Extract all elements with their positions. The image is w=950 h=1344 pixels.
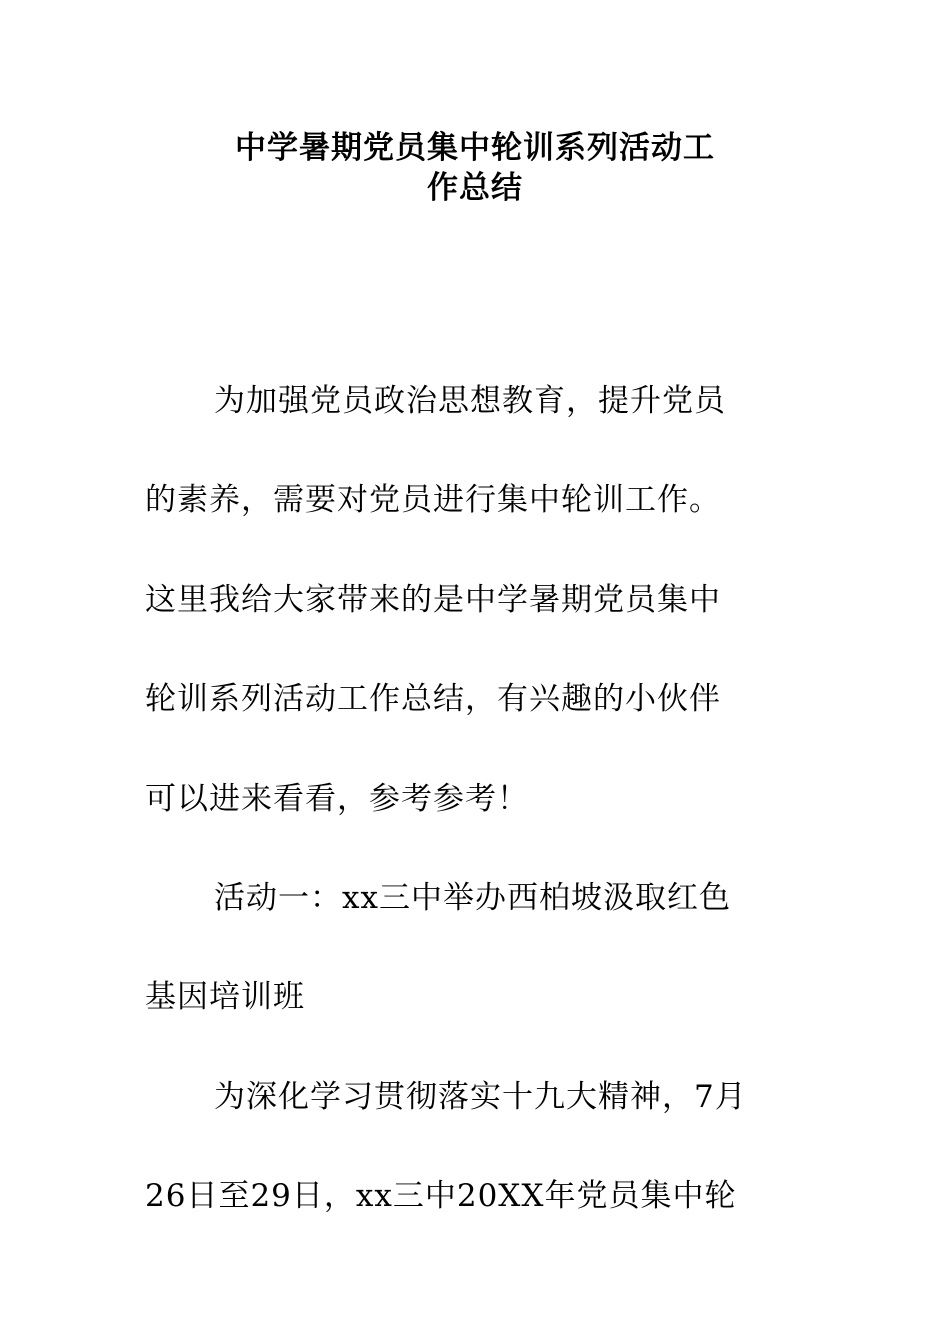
title-line-1: 中学暑期党员集中轮训系列活动工: [235, 130, 715, 166]
body-line-6: 活动一：xx三中举办西柏坡汲取红色: [214, 880, 731, 916]
body-line-2: 的素养，需要对党员进行集中轮训工作。: [145, 482, 721, 518]
body-line-9: 26日至29日，xx三中20XX年党员集中轮: [145, 1178, 737, 1214]
body-line-5: 可以进来看看，参考参考！: [145, 781, 529, 817]
title-line-2: 作总结: [427, 170, 523, 206]
body-line-4: 轮训系列活动工作总结，有兴趣的小伙伴: [145, 681, 721, 717]
body-line-1: 为加强党员政治思想教育，提升党员: [214, 383, 726, 419]
document-title: [140, 128, 810, 208]
body-line-3: 这里我给大家带来的是中学暑期党员集中: [145, 582, 721, 618]
body-line-8: 为深化学习贯彻落实十九大精神，7月: [214, 1079, 747, 1115]
body-line-7: 基因培训班: [145, 979, 305, 1015]
